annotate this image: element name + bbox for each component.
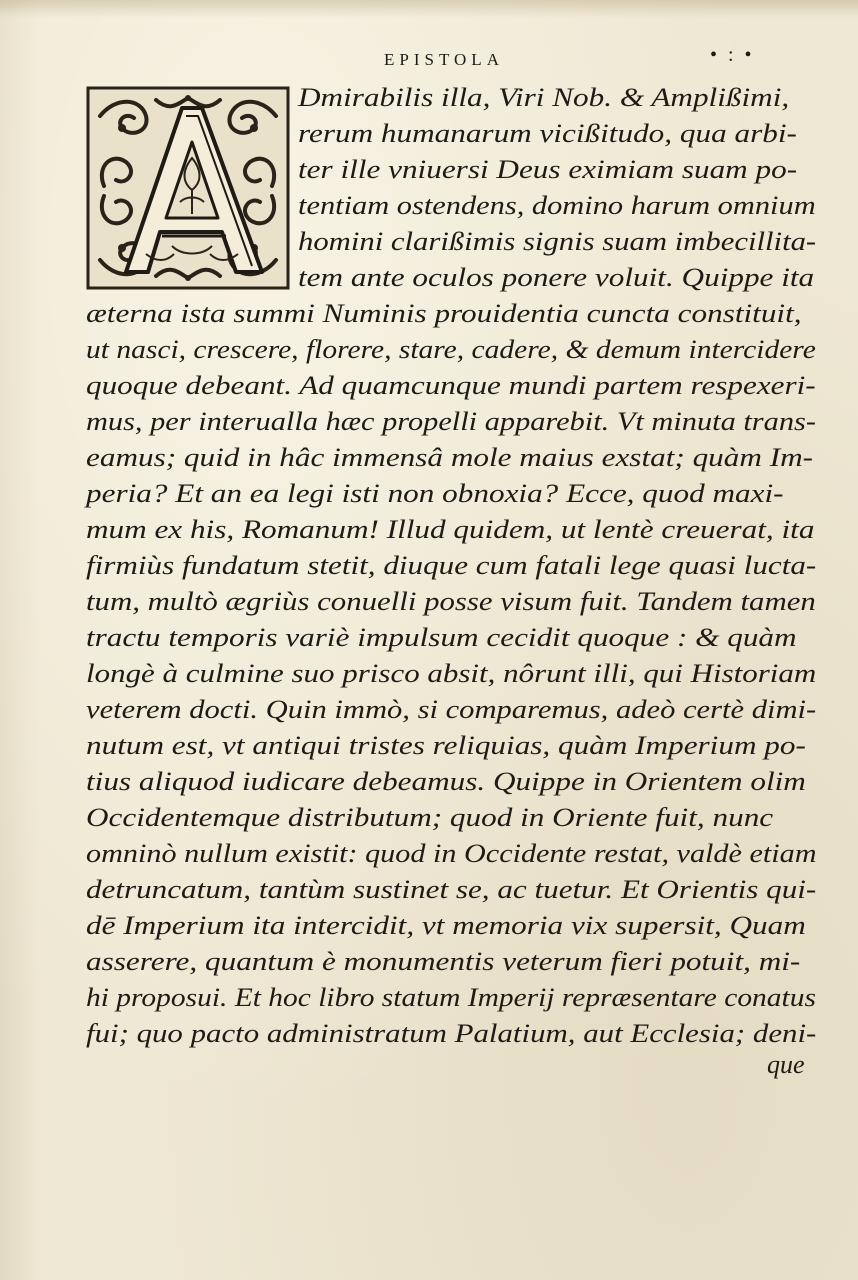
text-line: homini clarißimis signis suam imbecillita- bbox=[298, 227, 817, 256]
text-line: longè à culmine suo prisco absit, nôrunt illi, qui Historiam bbox=[86, 659, 817, 688]
text-line: quoque debeant. Ad quamcunque mundi partem respexeri- bbox=[86, 371, 816, 400]
text-line: Occidentemque distributum; quod in Oriente fuit, nunc bbox=[86, 803, 774, 832]
printer-marks: • : • bbox=[710, 44, 755, 66]
text-line: veterem docti. Quin immò, si comparemus, adeò certè dimi- bbox=[86, 695, 817, 724]
text-line: nutum est, vt antiqui tristes reliquias, quàm Imperium po- bbox=[86, 731, 806, 760]
page-edge-shadow bbox=[0, 0, 858, 18]
running-head: EPISTOLA bbox=[384, 50, 504, 69]
text-line: omninò nullum existit: quod in Occidente restat, valdè etiam bbox=[86, 839, 817, 868]
decorated-initial bbox=[86, 86, 290, 290]
text-line: æterna ista summi Numinis prouidentia cuncta constituit, bbox=[86, 299, 802, 328]
text-line: asserere, quantum è monumentis veterum fieri potuit, mi- bbox=[86, 947, 801, 976]
text-line: ut nasci, crescere, florere, stare, cadere, & demum intercidere bbox=[86, 335, 816, 364]
text-line: rerum humanarum vicißitudo, qua arbi- bbox=[298, 119, 797, 148]
text-line: peria? Et an ea legi isti non obnoxia? Ecce, quod maxi- bbox=[86, 479, 784, 508]
text-line: dē Imperium ita intercidit, vt memoria vix supersit, Quam bbox=[86, 911, 806, 940]
text-line: tentiam ostendens, domino harum omnium bbox=[298, 191, 816, 220]
text-line: tem ante oculos ponere voluit. Quippe ita bbox=[298, 263, 815, 292]
text-line: ter ille vniuersi Deus eximiam suam po- bbox=[298, 155, 798, 184]
text-line: detruncatum, tantùm sustinet se, ac tuetur. Et Orientis qui- bbox=[86, 875, 817, 904]
text-line: mum ex his, Romanum! Illud quidem, ut lentè creuerat, ita bbox=[86, 515, 815, 544]
text-line: eamus; quid in hâc immensâ mole maius exstat; quàm Im- bbox=[86, 443, 814, 472]
text-line: fui; quo pacto administratum Palatium, aut Ecclesia; deni- bbox=[86, 1019, 817, 1048]
text-line: hi proposui. Et hoc libro statum Imperij repræsentare conatus bbox=[86, 983, 816, 1012]
text-line: Dmirabilis illa, Viri Nob. & Amplißimi, bbox=[298, 83, 790, 112]
text-line: firmiùs fundatum stetit, diuque cum fatali lege quasi lucta- bbox=[86, 551, 817, 580]
text-line: tractu temporis variè impulsum cecidit quoque : & quàm bbox=[86, 623, 797, 652]
text-line: mus, per interualla hæc propelli apparebit. Vt minuta trans- bbox=[86, 407, 816, 436]
text-line: tius aliquod iudicare debeamus. Quippe in Orientem olim bbox=[86, 767, 806, 796]
text-line: tum, multò ægriùs conuelli posse visum fuit. Tandem tamen bbox=[86, 587, 816, 616]
catchword: que bbox=[767, 1050, 805, 1079]
